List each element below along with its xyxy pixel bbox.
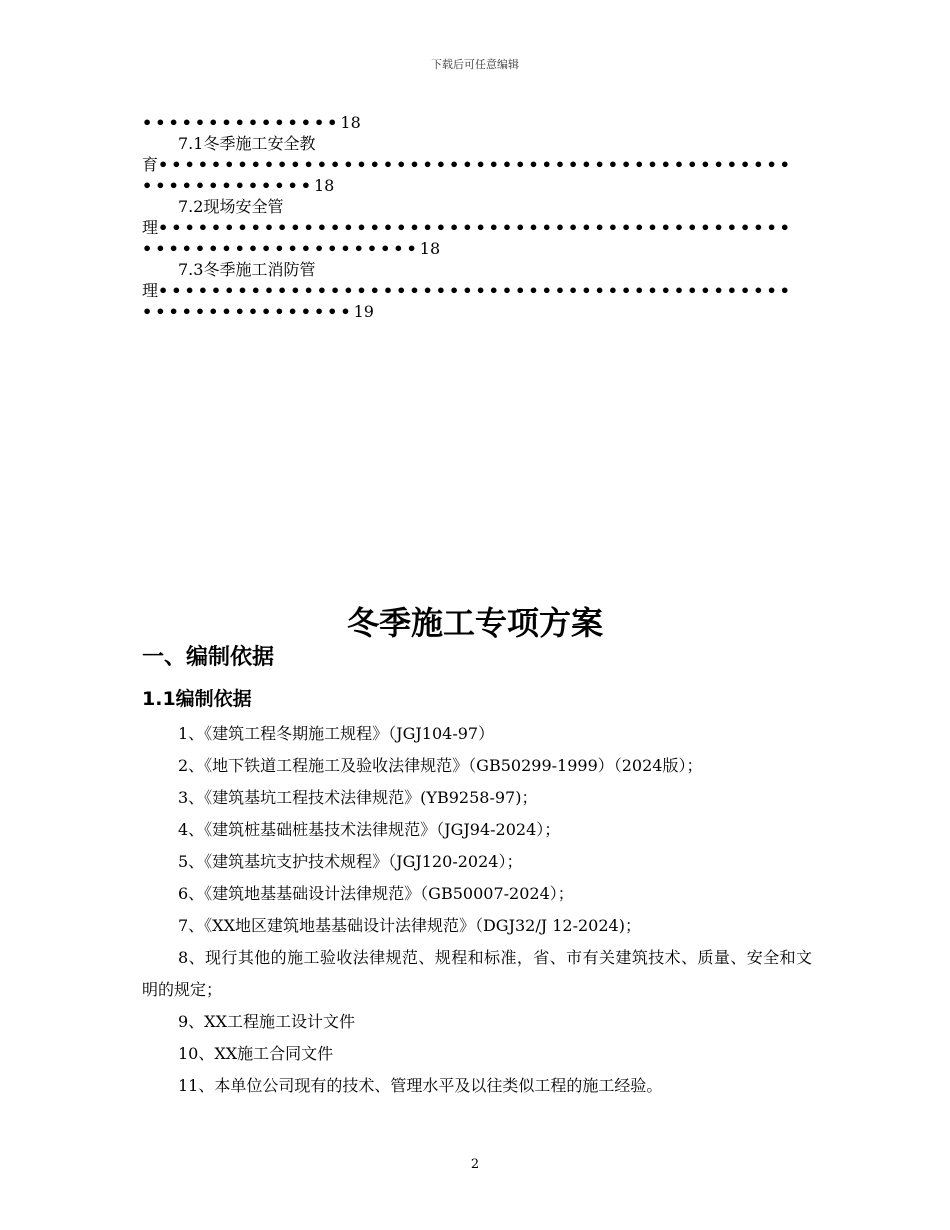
toc-line (142, 217, 822, 238)
toc-line (142, 280, 822, 301)
reference-item: 8、现行其他的施工验收法律规范、规程和标准，省、市有关建筑技术、质量、安全和文明的规定； (142, 948, 812, 999)
toc-entry-label: 7.2现场安全管 (178, 197, 284, 216)
toc-entry-title[interactable] (142, 133, 822, 154)
reference-item: 6、《建筑地基基础设计法律规范》（GB50007-2024）； (178, 884, 574, 903)
toc-leader-dots: •••••••••••••••• (142, 302, 354, 321)
toc-entry-label-tail: 理 (142, 218, 159, 237)
table-of-contents (142, 112, 822, 322)
reference-list (142, 718, 812, 1102)
reference-item: 7、《XX地区建筑地基基础设计法律规范》（DGJ32/J 12-2024)； (178, 916, 641, 935)
toc-entry-label: 7.1冬季施工安全教 (178, 134, 316, 153)
reference-item: 9、XX工程施工设计文件 (178, 1012, 355, 1031)
toc-leader-dots: •••••••••••••••••••••••••••••••••••••••••••••••• (158, 155, 793, 174)
toc-leader-dots: •••••••••••••••••••••••••••••••••••••••••••••••• (158, 218, 793, 237)
toc-entry-label: 7.3冬季施工消防管 (178, 260, 316, 279)
toc-leader-dots: •••••••••••••••••••••••••••••••••••••••••••••••• (158, 281, 793, 300)
page-number: 2 (470, 1157, 480, 1172)
toc-entry-label-tail: 育 (142, 155, 159, 174)
toc-entry-label-tail: 理 (142, 281, 159, 300)
reference-item: 10、XX施工合同文件 (178, 1044, 334, 1063)
reference-item: 5、《建筑基坑支护技术规程》（JGJ120-2024）； (178, 852, 523, 871)
reference-item: 3、《建筑基坑工程技术法律规范》(YB9258-97)； (178, 788, 538, 807)
toc-page-number: 19 (353, 302, 374, 321)
toc-entry-title[interactable] (142, 259, 822, 280)
toc-page-number: 18 (313, 176, 335, 195)
toc-page-number: 18 (419, 239, 441, 258)
subsection-heading: 1.1编制依据 (142, 688, 252, 710)
reference-item: 1、《建筑工程冬期施工规程》（JGJ104-97） (178, 724, 495, 743)
toc-line (142, 154, 822, 175)
toc-leader-dots: ••••••••••••• (142, 176, 314, 195)
toc-line (142, 301, 822, 322)
section-heading: 一、编制依据 (142, 645, 275, 670)
document-title: 冬季施工专项方案 (346, 604, 603, 642)
toc-leader-dots: ••••••••••••••••••••• (142, 239, 420, 258)
header-note: 下载后可任意编辑 (431, 58, 519, 71)
toc-entry-title[interactable] (142, 196, 822, 217)
reference-item: 4、《建筑桩基础桩基技术法律规范》（JGJ94-2024）； (178, 820, 561, 839)
toc-line (142, 175, 822, 196)
reference-item: 2、《地下铁道工程施工及验收法律规范》（GB50299-1999）（2024版）； (178, 756, 703, 775)
toc-page-number: 18 (340, 113, 361, 132)
toc-leader-dots: ••••••••••••••• (142, 113, 341, 132)
reference-item: 11、本单位公司现有的技术、管理水平及以往类似工程的施工经验。 (178, 1076, 663, 1095)
toc-line (142, 238, 822, 259)
toc-line (142, 112, 822, 133)
